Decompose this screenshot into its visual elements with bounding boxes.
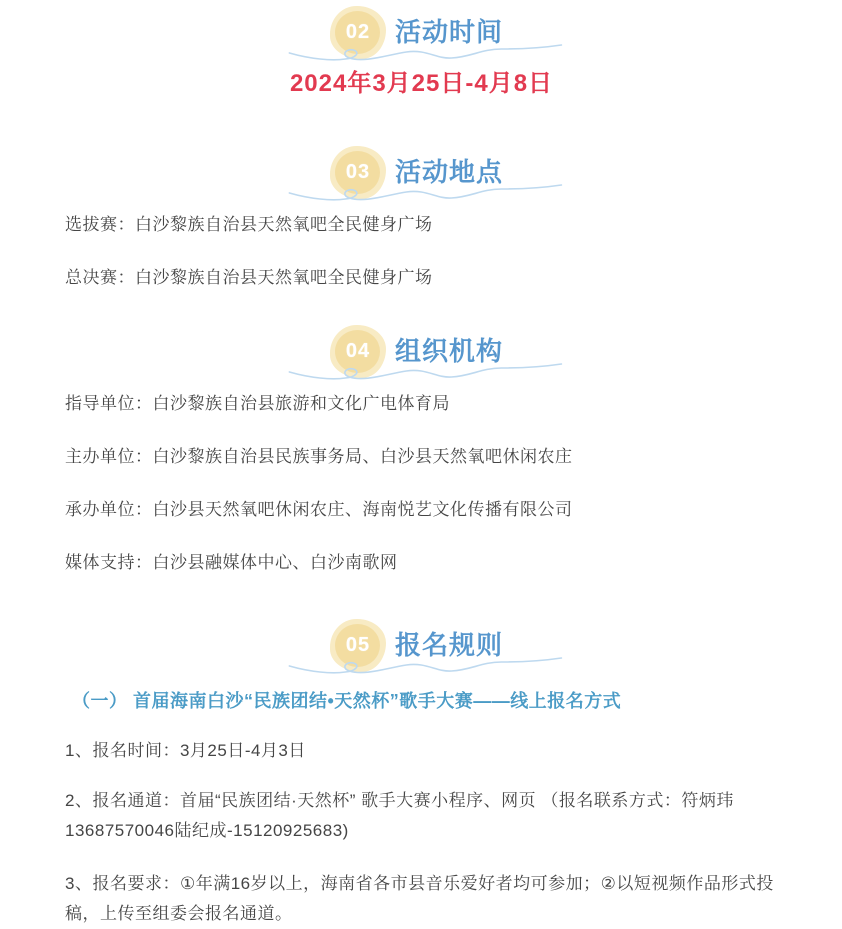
section-title: 组织机构	[394, 336, 503, 366]
section-header-time	[55, 5, 778, 59]
venue-line: 选拔赛：白沙黎族自治县天然氧吧全民健身广场	[65, 215, 433, 234]
org-line: 主办单位：白沙黎族自治县民族事务局、白沙县天然氧吧休闲农庄	[65, 447, 573, 466]
section-number: 04	[345, 339, 371, 362]
section-number: 02	[345, 20, 371, 43]
badge-inner-circle	[335, 151, 380, 194]
section-number: 03	[345, 160, 371, 183]
section-title: 报名规则	[394, 630, 503, 660]
venue-line: 总决赛：白沙黎族自治县天然氧吧全民健身广场	[65, 268, 433, 287]
section-title: 活动时间	[394, 17, 503, 47]
section-number-badge	[330, 619, 386, 672]
org-line: 媒体支持：白沙县融媒体中心、白沙南歌网	[65, 553, 398, 572]
signup-method-subheading: （一） 首届海南白沙“民族团结•天然杯”歌手大赛——线上报名方式	[72, 691, 622, 711]
badge-inner-circle	[335, 624, 380, 667]
signup-item: 2、报名通道：首届“民族团结·天然杯” 歌手大赛小程序、网页 （报名联系方式：符炳玮 13687570046陆纪成-15120925683)	[65, 791, 734, 840]
section-number-badge	[330, 146, 386, 199]
org-line: 承办单位：白沙县天然氧吧休闲农庄、海南悦艺文化传播有限公司	[65, 500, 573, 519]
signup-item: 3、报名要求：①年满16岁以上，海南省各市县音乐爱好者均可参加；②以短视频作品形式投稿，上传至组委会报名通道。	[65, 874, 774, 923]
section-number-badge	[330, 325, 386, 378]
signup-item: 1、报名时间：3月25日-4月3日	[65, 741, 306, 760]
section-number-badge	[330, 6, 386, 59]
section-header-org	[55, 324, 778, 378]
badge-inner-circle	[335, 11, 380, 54]
section-header-signup	[55, 618, 778, 672]
org-line: 指导单位：白沙黎族自治县旅游和文化广电体育局	[65, 394, 450, 413]
badge-inner-circle	[335, 330, 380, 373]
event-date-text: 2024年3月25日-4月8日	[289, 70, 554, 97]
section-title: 活动地点	[394, 157, 503, 187]
section-number: 05	[345, 633, 371, 656]
section-header-place	[55, 145, 778, 199]
